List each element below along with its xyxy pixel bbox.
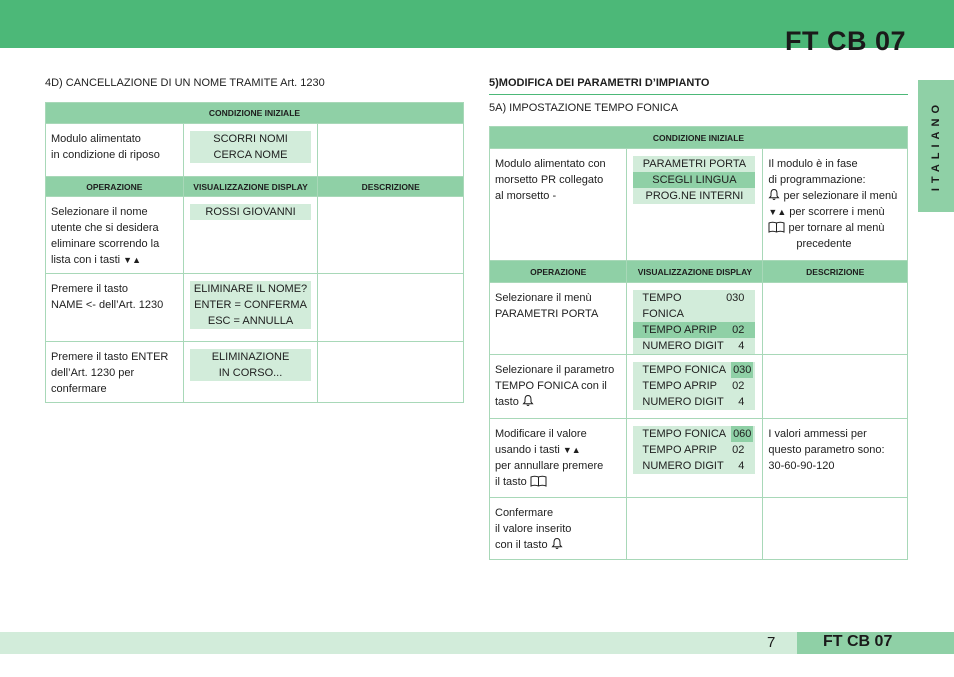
op-line: Modificare il valore <box>495 428 587 440</box>
display-line: CERCA NOME <box>213 149 288 161</box>
left-cond-desc-line: Modulo alimentato <box>51 133 141 145</box>
op-line: il valore inserito <box>495 523 572 535</box>
display-line: PROG.NE INTERNI <box>633 188 755 204</box>
op-line: dell’Art. 1230 per <box>51 367 135 379</box>
page-number: 7 <box>767 634 776 651</box>
display-line: TEMPO FONICA 030 <box>633 290 755 322</box>
language-tab <box>918 80 954 212</box>
op-line: il tasto <box>495 476 527 488</box>
op-line: confermare <box>51 383 107 395</box>
op-line: Modulo alimentato con <box>495 158 606 170</box>
display-box <box>190 131 312 163</box>
display-line: SCORRI NOMI <box>213 133 288 145</box>
arrow-keys-icon: ▼▲ <box>562 445 581 455</box>
col-header-display: VISUALIZZAZIONE DISPLAY <box>627 261 763 283</box>
table-row <box>490 355 908 419</box>
desc-line: questo parametro sono: <box>768 444 885 456</box>
left-section-heading: 4D) CANCELLAZIONE DI UN NOME TRAMITE Art. 1230 <box>45 77 325 89</box>
col-header-descrizione: DESCRIZIONE <box>763 261 908 283</box>
op-line: con il tasto <box>495 539 548 551</box>
op-line: TEMPO FONICA con il <box>495 380 607 392</box>
display-line-selected: TEMPO APRIP 02 <box>633 322 755 338</box>
header-title: FT CB 07 <box>784 26 906 56</box>
op-line: NAME <- dell’Art. 1230 <box>51 299 164 311</box>
desc-line: di programmazione: <box>768 174 866 186</box>
display-line: TEMPO FONICA 030 <box>633 362 755 378</box>
op-line: PARAMETRI PORTA <box>495 308 599 320</box>
display-line: ENTER = CONFERMA <box>194 299 307 311</box>
table-row <box>490 283 908 355</box>
display-box <box>633 156 755 204</box>
op-line: utente che si desidera <box>51 222 159 234</box>
display-line: IN CORSO... <box>218 367 283 379</box>
footer-title: FT CB 07 <box>823 633 893 650</box>
table-row <box>46 197 464 274</box>
desc-line: per tornare al menù <box>788 222 885 234</box>
table-row <box>490 419 908 498</box>
desc-line: per selezionare il menù <box>783 190 898 202</box>
left-procedure-table <box>45 102 464 403</box>
display-box <box>190 281 312 329</box>
col-header-display: VISUALIZZAZIONE DISPLAY <box>183 177 318 197</box>
arrow-keys-icon: ▼▲ <box>123 255 141 265</box>
table-row <box>490 498 908 560</box>
right-cond-header: CONDIZIONE INIZIALE <box>490 127 908 149</box>
op-line: eliminare scorrendo la <box>51 238 160 250</box>
col-header-operazione: OPERAZIONE <box>46 177 184 197</box>
desc-line: precedente <box>796 238 852 250</box>
op-line: lista con i tasti <box>51 254 121 266</box>
table-row <box>46 342 464 403</box>
bell-icon <box>768 188 780 201</box>
op-line: Selezionare il nome <box>51 206 148 218</box>
op-line: per annullare premere <box>495 460 604 472</box>
desc-line: I valori ammessi per <box>768 428 867 440</box>
col-header-descrizione: DESCRIZIONE <box>318 177 464 197</box>
desc-line: 30-60-90-120 <box>768 460 835 472</box>
op-line: Selezionare il menù <box>495 292 592 304</box>
op-line: Premere il tasto <box>51 283 129 295</box>
header-bar <box>0 0 954 56</box>
display-line: ELIMINARE IL NOME? <box>193 283 308 295</box>
desc-line: Il modulo è in fase <box>768 158 858 170</box>
left-cond-desc-line: in condizione di riposo <box>51 149 160 161</box>
display-line: ELIMINAZIONE <box>211 351 290 363</box>
display-box <box>633 290 755 354</box>
display-line: TEMPO APRIP 02 <box>633 378 755 394</box>
display-line: ROSSI GIOVANNI <box>205 206 296 218</box>
display-line: NUMERO DIGIT 4 <box>633 394 755 410</box>
right-procedure-table <box>489 126 908 560</box>
arrow-keys-icon: ▼▲ <box>768 207 787 217</box>
bell-icon <box>522 394 534 407</box>
display-line: NUMERO DIGIT 4 <box>633 458 755 474</box>
col-header-operazione: OPERAZIONE <box>490 261 627 283</box>
left-cond-header: CONDIZIONE INIZIALE <box>46 103 464 124</box>
display-line: PARAMETRI PORTA <box>633 156 755 172</box>
desc-line: per scorrere i menù <box>789 206 885 218</box>
language-tab-label: ITALIANO <box>930 100 942 192</box>
book-icon <box>530 475 547 487</box>
display-line: ESC = ANNULLA <box>207 315 294 327</box>
table-row <box>46 274 464 342</box>
op-line: tasto <box>495 396 519 408</box>
display-box <box>190 204 312 220</box>
display-line: TEMPO APRIP 02 <box>633 442 755 458</box>
heading-rule <box>489 94 908 95</box>
right-section-subheading: 5A) IMPOSTAZIONE TEMPO FONICA <box>489 102 679 114</box>
op-line: Premere il tasto ENTER <box>51 351 169 363</box>
display-line: NUMERO DIGIT 4 <box>633 338 755 354</box>
right-section-heading: 5)MODIFICA DEI PARAMETRI D’IMPIANTO <box>489 77 710 89</box>
display-box <box>633 426 755 474</box>
book-icon <box>768 221 785 233</box>
op-line: Selezionare il parametro <box>495 364 615 376</box>
bell-icon <box>551 537 563 550</box>
op-line: al morsetto - <box>495 190 557 202</box>
display-box <box>633 362 755 410</box>
op-line: usando i tasti <box>495 444 560 456</box>
op-line: morsetto PR collegato <box>495 174 604 186</box>
op-line: Confermare <box>495 507 554 519</box>
display-box <box>190 349 312 381</box>
display-line-selected: SCEGLI LINGUA <box>633 172 755 188</box>
display-line: TEMPO FONICA 060 <box>633 426 755 442</box>
